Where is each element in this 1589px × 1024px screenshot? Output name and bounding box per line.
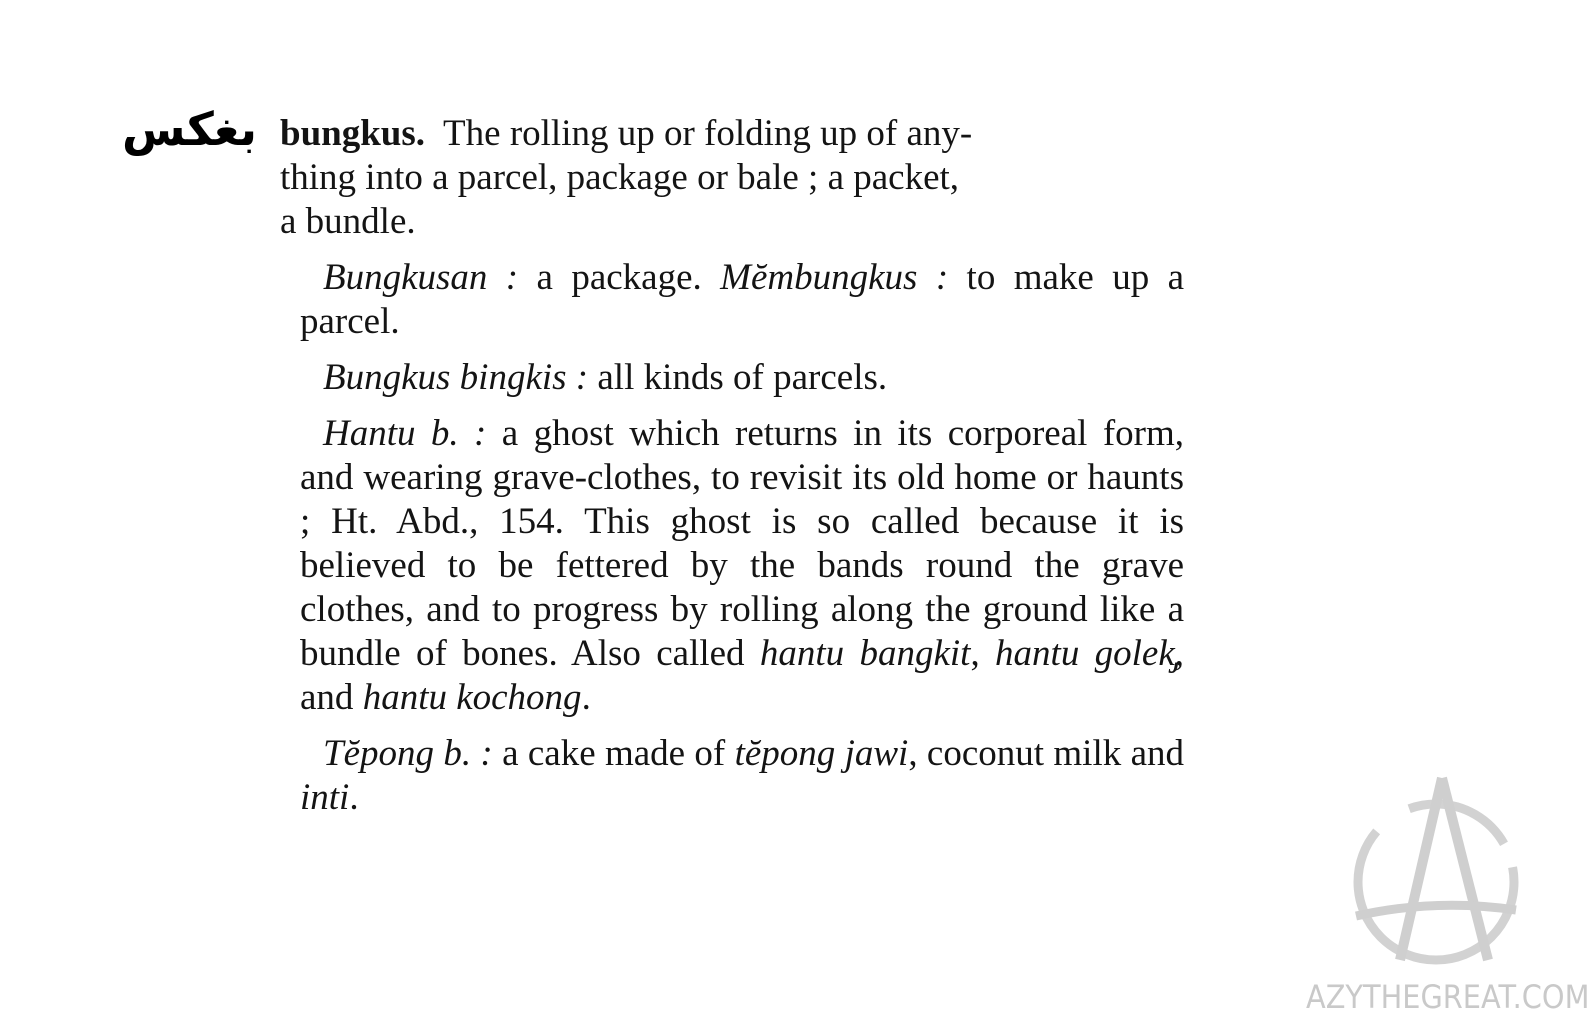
definition-line-1: The rolling up or folding up of any-: [443, 113, 973, 154]
subentry-definition: a cake made of: [492, 733, 735, 774]
subentry-definition: a ghost which returns in its corporeal form, and wearing grave-clothes, to revisit its old home or haunts ; Ht. Abd., 154. This ghost is so called because it is believed to be fettered by the bands round the grave clothes, and to progress by rolling along the ground like a bundle of bones. Also called: [300, 413, 1184, 674]
arabic-headword: بغكس: [122, 102, 258, 156]
subentry-hantu: [300, 412, 1184, 720]
subentry-definition: , coconut milk and: [908, 733, 1184, 774]
alt-name: hantu golek̡: [995, 633, 1175, 674]
definition-line-2: thing into a parcel, package or bale ; a packet,: [280, 157, 960, 198]
entry-main: [280, 112, 1184, 244]
separator: , and: [300, 633, 1185, 718]
subentry-definition: all kinds of parcels.: [588, 357, 888, 398]
dictionary-entry: [280, 112, 1185, 820]
subentry-bungkusan: [300, 256, 1184, 344]
alt-name: hantu kochong: [362, 677, 582, 718]
headword: bungkus.: [280, 113, 426, 154]
subentry-term: Bungkusan :: [323, 257, 519, 298]
definition-line-3: a bundle.: [280, 201, 416, 242]
end-punct: .: [349, 777, 359, 818]
separator: ,: [970, 633, 996, 674]
subentry-term: Hantu b. :: [323, 413, 487, 454]
subentry-definition: to make up a parcel.: [300, 257, 1185, 342]
subentry-term: Bungkus bingkis :: [323, 357, 589, 398]
subentry-bungkus-bingkis: [300, 356, 1184, 400]
end-punct: .: [581, 677, 591, 718]
watermark-text[interactable]: AZYTHEGREAT.COM: [1306, 978, 1589, 1016]
subentry-term: Tĕpong b. :: [323, 733, 493, 774]
subentry-term: inti: [300, 777, 350, 818]
subentry-tepong: [300, 732, 1184, 820]
subentry-definition: a package.: [518, 257, 721, 298]
alt-name: hantu bangkit: [759, 633, 971, 674]
subentry-term: tĕpong jawi: [734, 733, 909, 774]
subentry-term: Mĕmbungkus :: [720, 257, 949, 298]
watermark-logo-icon: [1338, 770, 1528, 970]
